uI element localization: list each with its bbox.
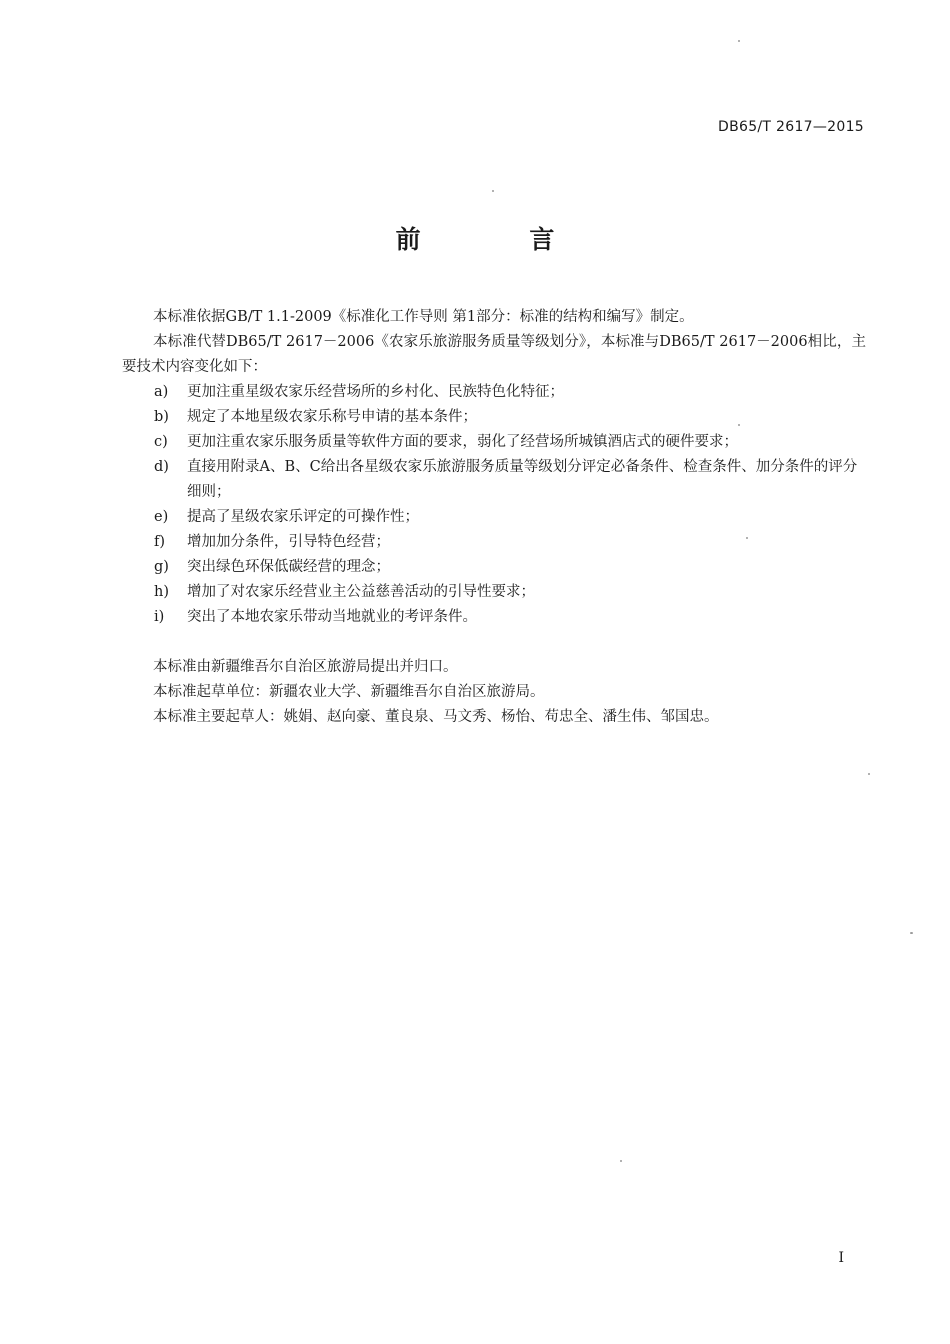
- paragraph-spacer: [122, 630, 866, 655]
- list-item-text: 更加注重星级农家乐经营场所的乡村化、民族特色化特征；: [187, 384, 564, 400]
- scan-speck: [910, 932, 913, 934]
- list-item: [122, 530, 866, 555]
- list-marker: e): [154, 509, 169, 525]
- list-item-text: 增加加分条件，引导特色经营；: [187, 534, 390, 550]
- list-item-text: 规定了本地星级农家乐称号申请的基本条件；: [187, 409, 477, 425]
- list-marker: i): [154, 609, 165, 625]
- list-item-text: 突出了本地农家乐带动当地就业的考评条件。: [187, 609, 477, 625]
- list-item-text: 突出绿色环保低碳经营的理念；: [187, 559, 390, 575]
- closing-paragraph: 本标准由新疆维吾尔自治区旅游局提出并归口。: [153, 659, 458, 675]
- list-marker: b): [154, 409, 169, 425]
- list-item: [122, 505, 866, 530]
- list-item-text: 提高了星级农家乐评定的可操作性；: [187, 509, 419, 525]
- list-item-text: 更加注重农家乐服务质量等软件方面的要求，弱化了经营场所城镇酒店式的硬件要求；: [187, 434, 738, 450]
- intro-paragraph: 本标准代替DB65/T 2617－2006《农家乐旅游服务质量等级划分》，本标准与DB65/T 2617－2006相比，主要技术内容变化如下：: [122, 334, 866, 375]
- intro-paragraph: 本标准依据GB/T 1.1-2009《标准化工作导则 第1部分：标准的结构和编写》制定。: [153, 309, 694, 325]
- list-item: [122, 405, 866, 430]
- scan-speck: [868, 773, 870, 775]
- changes-list: [122, 380, 866, 630]
- list-marker: h): [154, 584, 169, 600]
- page-title: 前 言: [395, 225, 605, 254]
- list-item-text: 增加了对农家乐经营业主公益慈善活动的引导性要求；: [187, 584, 535, 600]
- list-item: [122, 455, 866, 505]
- list-item: [122, 605, 866, 630]
- list-marker: d): [154, 459, 169, 475]
- list-item-text: 直接用附录A、B、C给出各星级农家乐旅游服务质量等级划分评定必备条件、检查条件、加分条件的评分细则；: [187, 459, 858, 500]
- scan-speck: [738, 424, 740, 426]
- page-number: I: [838, 1250, 844, 1266]
- list-item: [122, 430, 866, 455]
- list-marker: a): [154, 384, 169, 400]
- scan-speck: [746, 537, 748, 539]
- closing-paragraph: 本标准起草单位：新疆农业大学、新疆维吾尔自治区旅游局。: [153, 684, 545, 700]
- list-marker: c): [154, 434, 168, 450]
- list-item: [122, 580, 866, 605]
- list-item: [122, 555, 866, 580]
- foreword-body: [122, 305, 866, 730]
- document-code: DB65/T 2617—2015: [718, 119, 864, 135]
- list-marker: f): [154, 534, 166, 550]
- scan-speck: [492, 190, 494, 192]
- scan-speck: [738, 40, 740, 42]
- list-marker: g): [154, 559, 169, 575]
- list-item: [122, 380, 866, 405]
- scan-speck: [620, 1160, 622, 1162]
- closing-paragraph: 本标准主要起草人：姚娟、赵向豪、董良泉、马文秀、杨怡、苟忠全、潘生伟、邹国忠。: [153, 709, 719, 725]
